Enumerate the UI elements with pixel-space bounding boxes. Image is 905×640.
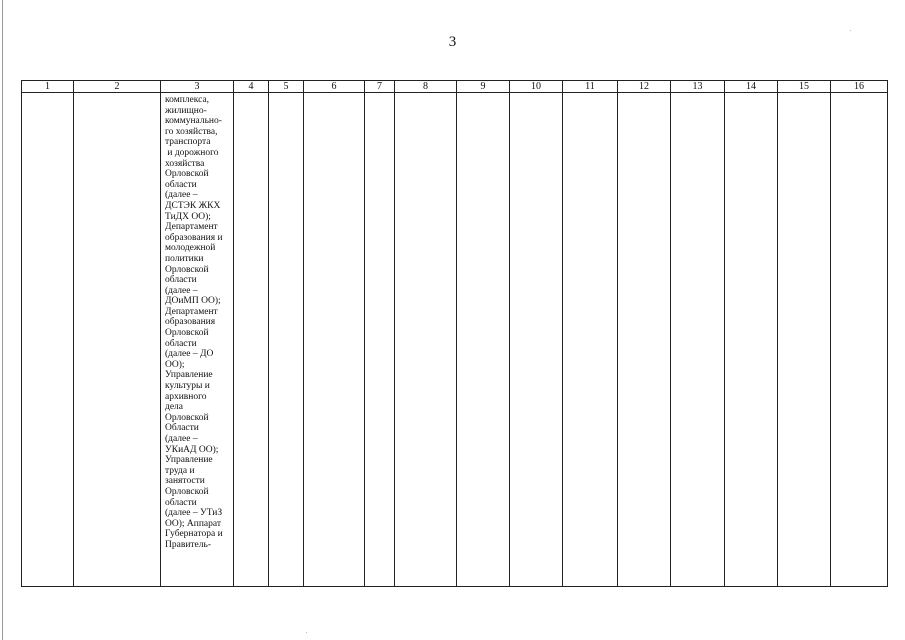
column-header-8: 8	[395, 81, 457, 93]
text-line: Орловской	[165, 169, 209, 180]
text-line: Департамент	[165, 222, 218, 233]
text-line: культуры и	[165, 381, 210, 392]
column-header-7: 7	[365, 81, 395, 93]
text-line: области	[165, 497, 197, 508]
text-line: Управление	[165, 370, 213, 381]
text-line: го хозяйства,	[165, 126, 218, 137]
cell-col-8	[395, 93, 457, 587]
text-line: политики	[165, 253, 204, 264]
cell-col-7	[365, 93, 395, 587]
text-line: ОО); Аппарат	[165, 518, 222, 529]
text-line: и дорожного	[165, 147, 219, 158]
cell-col-13	[671, 93, 725, 587]
table-row	[22, 93, 888, 587]
text-line: ОО);	[165, 359, 185, 370]
text-line: образования	[165, 317, 216, 328]
text-line: хозяйства	[165, 158, 205, 169]
column-header-9: 9	[457, 81, 510, 93]
cell-col-2	[74, 93, 161, 587]
column-header-12: 12	[618, 81, 671, 93]
text-line: ДОиМП ОО);	[165, 296, 221, 307]
column-header-1: 1	[22, 81, 74, 93]
text-line: занятости	[165, 476, 205, 487]
text-line: области	[165, 275, 197, 286]
text-line: Правитель-	[165, 539, 212, 550]
text-line: образования и	[165, 232, 223, 243]
text-line: коммунально-	[165, 116, 222, 127]
text-line: УКиАД ОО);	[165, 444, 219, 455]
column-header-3: 3	[161, 81, 234, 93]
text-line: архивного	[165, 391, 207, 402]
column-header-5: 5	[269, 81, 304, 93]
text-line: (далее –	[165, 190, 198, 201]
text-line: Орловской	[165, 328, 209, 339]
text-line: Департамент	[165, 306, 218, 317]
scan-speck	[850, 30, 851, 31]
text-line: дела	[165, 402, 184, 413]
text-line: Управление	[165, 455, 213, 466]
text-line: комплекса,	[165, 95, 210, 105]
column-header-15: 15	[778, 81, 831, 93]
cell-col-9	[457, 93, 510, 587]
column-header-11: 11	[563, 81, 618, 93]
column-header-6: 6	[304, 81, 365, 93]
text-line: (далее – ДО	[165, 349, 214, 360]
data-table	[21, 80, 888, 587]
text-line: Орловской	[165, 486, 209, 497]
text-line: транспорта	[165, 137, 211, 148]
column-header-16: 16	[831, 81, 888, 93]
text-line: области	[165, 179, 197, 190]
text-line: Орловской	[165, 412, 209, 423]
page-left-edge	[2, 0, 3, 640]
responsible-executors-text	[161, 93, 233, 551]
scan-speck	[306, 632, 307, 633]
text-line: (далее –	[165, 285, 198, 296]
text-line: ДСТЭК ЖКХ	[165, 200, 221, 211]
text-line: молодежной	[165, 243, 216, 254]
text-line: области	[165, 338, 197, 349]
cell-col-1	[22, 93, 74, 587]
cell-col-15	[778, 93, 831, 587]
text-line: Губернатора и	[165, 529, 223, 540]
column-header-14: 14	[725, 81, 778, 93]
cell-col-16	[831, 93, 888, 587]
page-number: 3	[448, 34, 457, 50]
text-line: (далее –	[165, 434, 198, 444]
column-header-2: 2	[74, 81, 161, 93]
text-line: Орловской	[165, 264, 209, 275]
header-row	[22, 81, 888, 93]
cell-col-12	[618, 93, 671, 587]
cell-col-14	[725, 93, 778, 587]
text-line: жилищно-	[165, 105, 207, 116]
text-line: (далее – УТиЗ	[165, 508, 223, 519]
cell-col-5	[269, 93, 304, 587]
column-header-13: 13	[671, 81, 725, 93]
text-line: ТиДХ ОО);	[165, 211, 211, 222]
text-line: Области	[165, 423, 199, 434]
cell-col-10	[510, 93, 563, 587]
cell-col-11	[563, 93, 618, 587]
column-header-10: 10	[510, 81, 563, 93]
cell-col-3	[161, 93, 234, 587]
column-header-4: 4	[234, 81, 269, 93]
cell-col-6	[304, 93, 365, 587]
text-line: труда и	[165, 465, 195, 476]
cell-col-4	[234, 93, 269, 587]
